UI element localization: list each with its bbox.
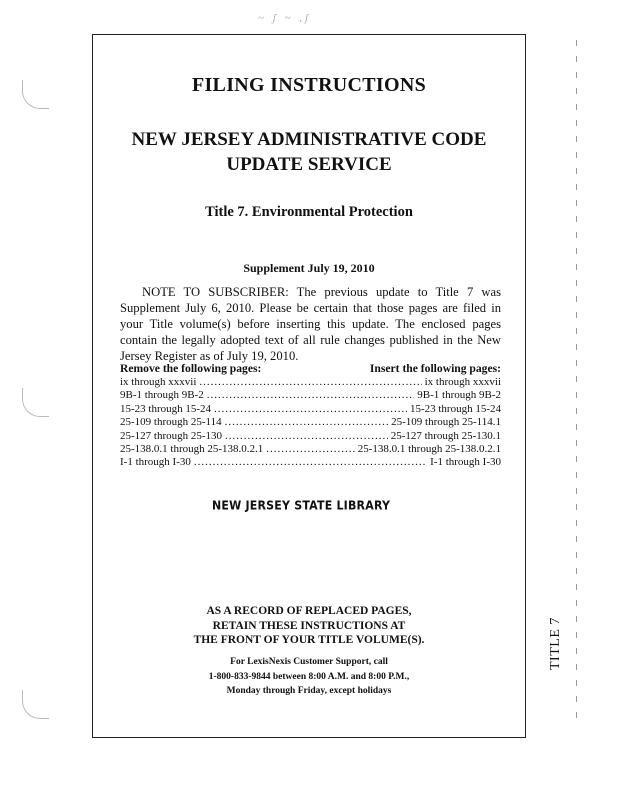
table-header <box>120 361 501 376</box>
page-replacement-table <box>120 361 501 470</box>
record-notice <box>92 604 526 648</box>
insert-header: Insert the following pages: <box>369 362 501 375</box>
record-line: AS A RECORD OF REPLACED PAGES, <box>206 605 412 617</box>
remove-pages: 25-127 through 25-130 <box>120 429 223 442</box>
title-section: Title 7. Environmental Protection <box>205 204 413 220</box>
dot-leader <box>214 403 407 416</box>
supplement-date: Supplement July 19, 2010 <box>243 261 375 275</box>
table-row <box>120 416 501 429</box>
binder-hole-middle <box>22 388 49 417</box>
subscriber-note-text: NOTE TO SUBSCRIBER: The previous update to Title 7 was Supplement July 6, 2010. Please be certain that those pages are filed in your Title volume(s) before inserting this update. The enclosed pages contain the legally adopted text of all rule changes published in the New Jersey Register as of July 19, 2010. <box>120 285 501 363</box>
support-info <box>92 655 526 699</box>
handwritten-mark: ~ ʃ ~ ,ʃ <box>258 12 312 24</box>
insert-pages: 25-127 through 25-130.1 <box>390 429 501 442</box>
table-row <box>120 443 501 456</box>
dot-leader <box>225 430 388 443</box>
record-line: THE FRONT OF YOUR TITLE VOLUME(S). <box>193 634 425 646</box>
remove-pages: 9B-1 through 9B-2 <box>120 389 204 402</box>
insert-pages: I-1 through I-30 <box>430 456 501 469</box>
insert-pages: 25-109 through 25-114.1 <box>391 416 501 429</box>
title-tab-label: TITLE 7 <box>548 617 563 670</box>
remove-pages: 15-23 through 15-24 <box>120 402 212 415</box>
remove-pages: ix through xxxvii <box>120 376 197 388</box>
dot-leader <box>225 416 388 429</box>
page-title: FILING INSTRUCTIONS <box>191 74 427 96</box>
dot-leader <box>266 443 354 456</box>
table-row <box>120 456 501 469</box>
remove-pages: I-1 through I-30 <box>120 456 191 469</box>
table-row <box>120 389 501 402</box>
remove-pages: 25-109 through 25-114 <box>120 416 222 429</box>
support-line: For LexisNexis Customer Support, call <box>230 657 388 667</box>
table-row <box>120 403 501 416</box>
dot-leader <box>199 376 421 389</box>
table-row <box>120 376 501 389</box>
remove-header: Remove the following pages: <box>120 362 262 375</box>
subscriber-note <box>120 284 501 364</box>
dot-leader <box>194 456 427 469</box>
record-line: RETAIN THESE INSTRUCTIONS AT <box>212 619 406 632</box>
binder-hole-top <box>22 80 49 109</box>
table-row <box>120 430 501 443</box>
insert-pages: ix through xxxvii <box>424 376 501 388</box>
support-phone: 1-800-833-9844 between 8:00 A.M. and 8:00 P.M., <box>208 671 410 682</box>
insert-pages: 25-138.0.1 through 25-138.0.2.1 <box>357 443 501 456</box>
code-title-line2: UPDATE SERVICE <box>226 154 392 175</box>
dot-leader <box>207 389 415 402</box>
library-stamp: NEW JERSEY STATE LIBRARY <box>212 498 391 513</box>
insert-pages: 15-23 through 15-24 <box>409 402 501 415</box>
code-title-line1: NEW JERSEY ADMINISTRATIVE CODE <box>131 129 487 150</box>
support-line: Monday through Friday, except holidays <box>226 686 392 696</box>
remove-pages: 25-138.0.1 through 25-138.0.2.1 <box>120 443 264 456</box>
insert-pages: 9B-1 through 9B-2 <box>417 389 501 402</box>
binder-hole-bottom <box>22 690 49 719</box>
